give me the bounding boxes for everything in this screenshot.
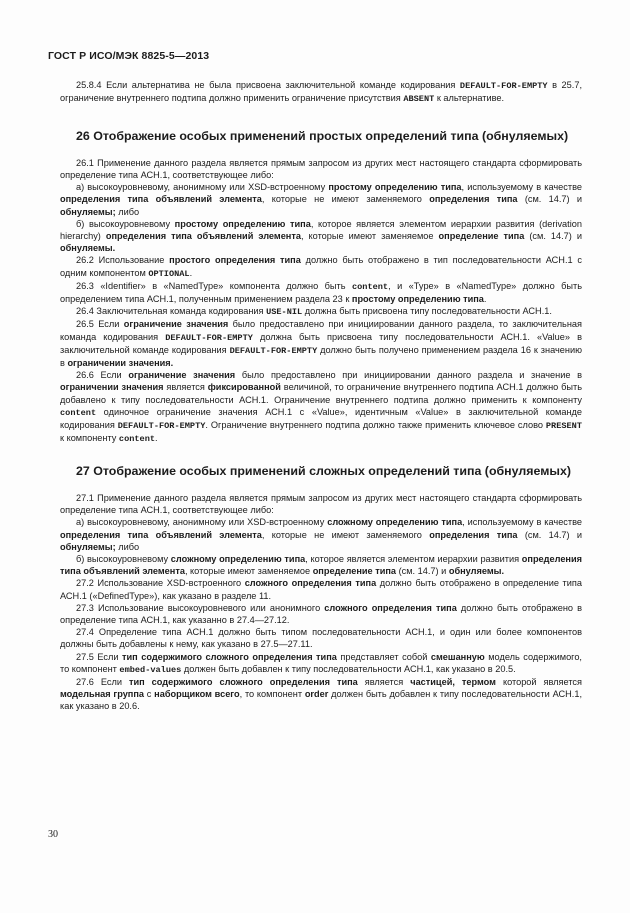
running-header: ГОСТ Р ИСО/МЭК 8825-5—2013 xyxy=(48,50,210,62)
clause-27-1-a: а) высокоуровневому, анонимному или XSD-встроенному сложному определению типа, используемому в качестве определения типа объявлений элемента, которые не имеют заменяемого определения типа (см. 14.7) и обнуляемы; либо xyxy=(60,517,582,552)
clause-26-1-b: б) высокоуровневому простому определению типа, которое является элементом иерархии развития (derivation hierarchy) определения типа объявлений элемента, которые имеют заменяемое определение типа (см. 14.7) и обнуляемы. xyxy=(60,218,582,254)
clause-27-2: 27.2 Использование XSD-встроенного сложного определения типа должно быть отображено в определение типа АСН.1 («DefinedType»), как указано в разделе 11. xyxy=(60,578,582,601)
clause-25-8-4: 25.8.4 Если альтернатива не была присвоена заключительной команде кодирования DEFAULT-FOR-EMPTY в 25.7, ограничение внутреннего подтипа должно применить ограничение присутствия ABSENT к альтернативе. xyxy=(60,80,582,105)
keyword: DEFAULT-FOR-EMPTY xyxy=(229,345,318,356)
clause-27-1-b: б) высокоуровневому сложному определению типа, которое является элементом иерархии развития определения типа объявлений элемента, которые имеют заменяемое определение типа (см. 14.7) и обнуляемы. xyxy=(60,553,582,577)
keyword: ABSENT xyxy=(403,94,435,105)
keyword: USE-NIL xyxy=(266,307,303,318)
clause-27-6: 27.6 Если тип содержимого сложного определения типа является частицей, термом которой является модельная группа с наборщиком всего, то компонент order должен быть добавлен к типу последовательности АСН.1, как указано в 20.6. xyxy=(60,676,582,712)
keyword: PRESENT xyxy=(545,421,582,432)
keyword: DEFAULT-FOR-EMPTY xyxy=(459,81,548,91)
keyword: DEFAULT-FOR-EMPTY xyxy=(117,421,206,432)
section-27-heading: 27 Отображение особых применений сложных определений типа (обнуляемых) xyxy=(76,464,571,479)
clause-26-6: 26.6 Если ограничение значения было предоставлено при инициировании данного раздела и значение в ограничении значения является фиксированной величиной, то ограничение внутреннего подтипа АСН.1 должно быть добавлено к типу последовательности АСН.1. Ограничение внутреннего подтипа должно применить к компоненту content одиночное ограничение значения АСН.1 с «Value», идентичным «Value» в заключительной команде кодирования DEFAULT-FOR-EMPTY. Ограничение внутреннего подтипа должно также применить ключевое слово PRESENT к компоненту content. xyxy=(60,370,582,445)
page-content xyxy=(60,79,582,713)
keyword: content xyxy=(351,281,389,292)
clause-26-5: 26.5 Если ограничение значения было предоставлено при инициировании данного раздела, то заключительная команда кодирования DEFAULT-FOR-EMPTY должна быть присвоена типу последовательности АСН.1. «Value» в заключительной команде кодирования DEFAULT-FOR-EMPTY должно быть получено применением раздела 16 к значению в ограничении значения. xyxy=(60,319,583,369)
page-number: 30 xyxy=(48,829,58,840)
clause-26-4: 26.4 Заключительная команда кодирования USE-NIL должна быть присвоена типу последовательности АСН.1. xyxy=(76,306,552,318)
keyword: content xyxy=(118,434,156,445)
clause-27-3: 27.3 Использование высокоуровневого или анонимного сложного определения типа должно быть отображено в определение типа АСН.1, как указанно в 27.4—27.12. xyxy=(60,602,582,625)
clause-27-4: 27.4 Определение типа АСН.1 должно быть типом последовательности АСН.1, и один или более компонентов должны быть добавлены к нему, как указано в 27.5—27.11. xyxy=(60,627,582,650)
keyword: embed-values xyxy=(119,664,182,675)
keyword: content xyxy=(60,407,97,418)
section-26-heading: 26 Отображение особых применений простых определений типа (обнуляемых) xyxy=(76,129,569,144)
clause-26-1-a: а) высокоуровневому, анонимному или XSD-встроенному простому определению типа, используемому в качестве определения типа объявлений элемента, которые не имеют заменяемого определения типа (см. 14.7) и обнуляемы; либо xyxy=(60,182,582,217)
keyword: DEFAULT-FOR-EMPTY xyxy=(165,332,253,343)
clause-26-3: 26.3 «Identifier» в «NamedType» компонента должно быть content, и «Type» в «NamedType» должно быть определением типа АСН.1, полученным применением раздела 23 к простому определению типа. xyxy=(60,280,582,305)
clause-27-1: 27.1 Применение данного раздела является прямым запросом из других мест настоящего стандарта сформировать определение типа АСН.1, соответствующее либо: xyxy=(60,492,582,516)
clause-26-2: 26.2 Использование простого определения типа должно быть отображено в тип последовательности АСН.1 с одним компонентом OPTIONAL. xyxy=(60,255,582,279)
keyword: OPTIONAL xyxy=(148,268,190,279)
clause-26-1: 26.1 Применение данного раздела является прямым запросом из других мест настоящего стандарта сформировать определение типа АСН.1, соответствующее либо: xyxy=(60,157,582,181)
clause-27-5: 27.5 Если тип содержимого сложного определения типа представляет собой смешанную модель содержимого, то компонент embed-values должен быть добавлен к типу последовательности АСН.1, как указано в 20.5. xyxy=(60,651,582,675)
